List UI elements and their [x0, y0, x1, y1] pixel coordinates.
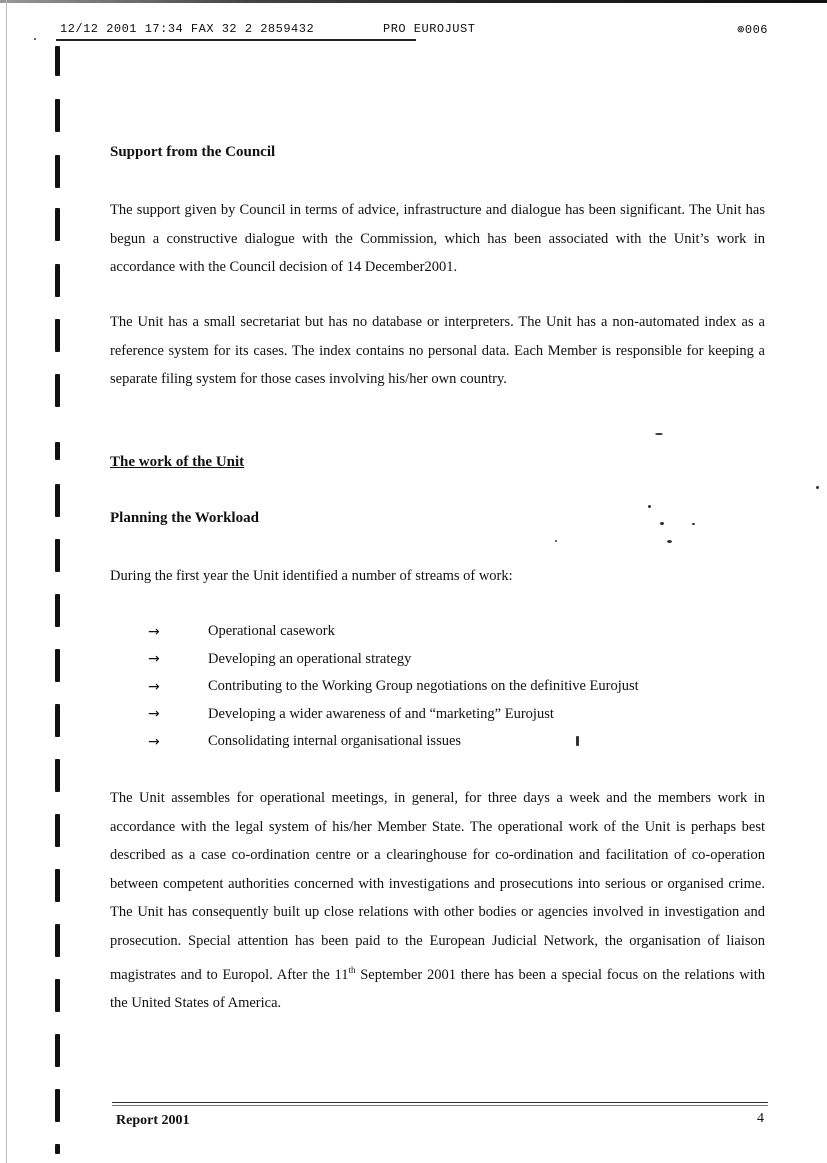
ordinal-suffix: th: [348, 964, 356, 975]
list-item: [148, 618, 639, 646]
fax-margin-mark: [55, 155, 60, 188]
fax-margin-mark: [55, 1144, 60, 1154]
scan-speck: [816, 486, 819, 489]
footer-rule: [112, 1102, 768, 1103]
fax-header-rule: [56, 39, 416, 41]
fax-margin-mark: [55, 442, 60, 460]
scan-speck: [34, 38, 36, 40]
fax-margin-mark: [55, 759, 60, 792]
footer-report-title: Report 2001: [116, 1113, 190, 1128]
scan-speck: [692, 523, 695, 525]
section-heading-work: The work of the Unit: [110, 454, 245, 470]
fax-margin-mark: [55, 99, 60, 132]
fax-margin-mark: [55, 1034, 60, 1067]
fax-margin-mark: [55, 484, 60, 517]
arrow-icon: →: [148, 651, 160, 668]
list-item: [148, 728, 639, 756]
list-item: [148, 673, 639, 701]
fax-margin-mark: [55, 319, 60, 352]
section-heading-support: Support from the Council: [110, 144, 276, 160]
scan-left-edge: [6, 0, 7, 1163]
list-item-label: Contributing to the Working Group negotiations on the definitive Eurojust: [208, 678, 639, 695]
fax-sender: PRO EUROJUST: [383, 22, 476, 36]
fax-page-code: ⊚006: [737, 23, 768, 37]
subheading-planning: Planning the Workload: [110, 510, 259, 526]
scan-speck: [555, 540, 557, 542]
arrow-icon: →: [148, 706, 160, 723]
fax-date-time: 12/12 2001 17:34 FAX 32 2 2859432: [60, 22, 315, 36]
list-item: [148, 701, 639, 729]
fax-margin-mark: [55, 594, 60, 627]
fax-margin-mark: [55, 46, 60, 76]
scan-speck: [667, 540, 672, 543]
footer-rule-secondary: [112, 1105, 768, 1106]
scan-speck: [655, 433, 663, 435]
fax-margin-mark: [55, 539, 60, 572]
fax-margin-mark: [55, 704, 60, 737]
list-item-label: Developing an operational strategy: [208, 650, 412, 667]
scan-top-edge: [0, 0, 827, 3]
list-item-label: Developing a wider awareness of and “marketing” Eurojust: [208, 705, 554, 722]
work-paragraph-text-end: September 2001 there has been a special focus on the relations with the United States of America.: [110, 966, 765, 1011]
support-paragraph-2: The Unit has a small secretariat but has no database or interpreters. The Unit has a non-automated index as a reference system for its cases. The index contains no personal data. Each Member is responsible for keeping a separate filing system for those cases involving his/her own country.: [110, 314, 765, 387]
fax-margin-mark: [55, 869, 60, 902]
fax-margin-mark: [55, 979, 60, 1012]
fax-margin-mark: [55, 649, 60, 682]
fax-margin-mark: [55, 924, 60, 957]
list-item-label: Consolidating internal organisational issues: [208, 733, 462, 750]
fax-margin-mark: [55, 208, 60, 241]
work-streams-list: [148, 618, 639, 756]
support-paragraph-1: The support given by Council in terms of advice, infrastructure and dialogue has been significant. The Unit has begun a constructive dialogue with the Commission, which has been associated with the Unit’s work in accordance with the Council decision of 14 December2001.: [110, 202, 765, 275]
list-item-label: Operational casework: [208, 623, 335, 640]
work-intro: During the first year the Unit identified a number of streams of work:: [110, 568, 513, 584]
list-item: [148, 646, 639, 674]
arrow-icon: →: [148, 623, 160, 640]
scan-speck: [648, 505, 651, 508]
fax-margin-mark: [55, 1089, 60, 1122]
scan-speck: [660, 522, 664, 525]
footer-page-number: 4: [757, 1111, 764, 1126]
arrow-icon: →: [148, 678, 160, 695]
fax-margin-mark: [55, 374, 60, 407]
fax-margin-mark: [55, 264, 60, 297]
fax-margin-mark: [55, 814, 60, 847]
arrow-icon: →: [148, 733, 160, 750]
work-paragraph: [110, 784, 765, 1018]
work-paragraph-text: The Unit assembles for operational meetings, in general, for three days a week and the members work in accordance with the legal system of his/her Member State. The operational work of the Unit is perhaps best described as a case co-ordination centre or a clearinghouse for co-ordination and facilitation of co-operation between competent authorities concerned with investigations and prosecutions into serious or organised crime. The Unit has consequently built up close relations with other bodies or agencies involved in investigation and prosecution. Special attention has been paid to the European Judicial Network, the organisation of liaison magistrates and to Europol. After the 11: [110, 790, 765, 983]
